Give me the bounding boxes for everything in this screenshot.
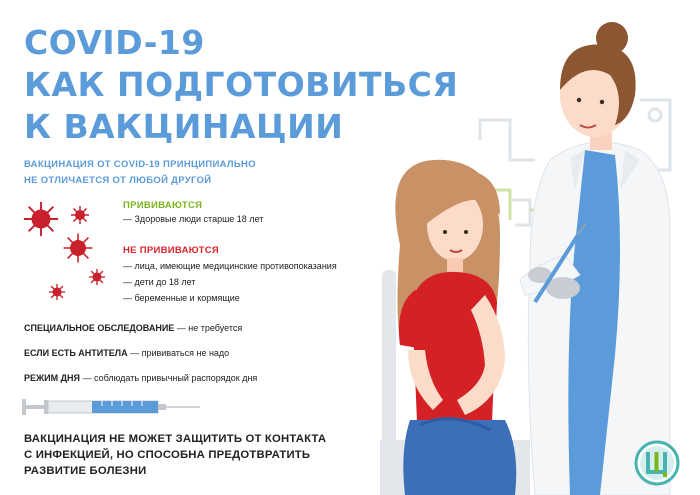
footer-line-3: РАЗВИТИЕ БОЛЕЗНИ [24,465,147,477]
virus-icon [22,200,60,238]
footer-statement [24,431,326,479]
footer-line-2: С ИНФЕКЦИЕЙ, НО СПОСОБНА ПРЕДОТВРАТИТЬ [24,449,311,461]
info-antibodies-key: ЕСЛИ ЕСТЬ АНТИТЕЛА [24,348,128,358]
info-daily-routine-key: РЕЖИМ ДНЯ [24,373,80,383]
girl-illustration [395,160,516,495]
vaccinated-heading: ПРИВИВАЮТСЯ [123,200,203,211]
info-exam-key: СПЕЦИАЛЬНОЕ ОБСЛЕДОВАНИЕ [24,323,175,333]
title-line-1: COVID-19 [24,23,205,62]
info-antibodies-value: — прививаться не надо [127,348,230,358]
not-vaccinated-heading: НЕ ПРИВИВАЮТСЯ [123,245,220,256]
info-antibodies [24,348,229,358]
virus-icon [62,232,94,264]
virus-icon [88,268,106,286]
info-exam [24,323,242,333]
virus-icon [48,283,66,301]
info-daily-routine [24,373,257,383]
subtitle [24,157,256,189]
subtitle-line-2: НЕ ОТЛИЧАЕТСЯ ОТ ЛЮБОЙ ДРУГОЙ [24,175,212,186]
virus-icon [70,205,90,225]
vaccinated-item: — Здоровые люди старше 18 лет [123,214,264,224]
clinic-logo [634,440,680,486]
info-exam-value: — не требуется [174,323,243,333]
subtitle-line-1: ВАКЦИНАЦИЯ ОТ COVID-19 ПРИНЦИПИАЛЬНО [24,159,256,170]
title-line-3: К ВАКЦИНАЦИИ [24,107,344,146]
not-vaccinated-item: — беременные и кормящие [123,293,240,303]
title-line-2: КАК ПОДГОТОВИТЬСЯ [24,65,459,104]
info-daily-routine-value: — соблюдать привычный распорядок дня [80,373,258,383]
vaccination-illustration [380,10,680,495]
not-vaccinated-item: — дети до 18 лет [123,277,196,287]
syringe-icon [22,395,202,419]
not-vaccinated-item: — лица, имеющие медицинские противопоказания [123,261,337,271]
doctor-illustration [520,22,670,495]
footer-line-1: ВАКЦИНАЦИЯ НЕ МОЖЕТ ЗАЩИТИТЬ ОТ КОНТАКТА [24,433,327,445]
